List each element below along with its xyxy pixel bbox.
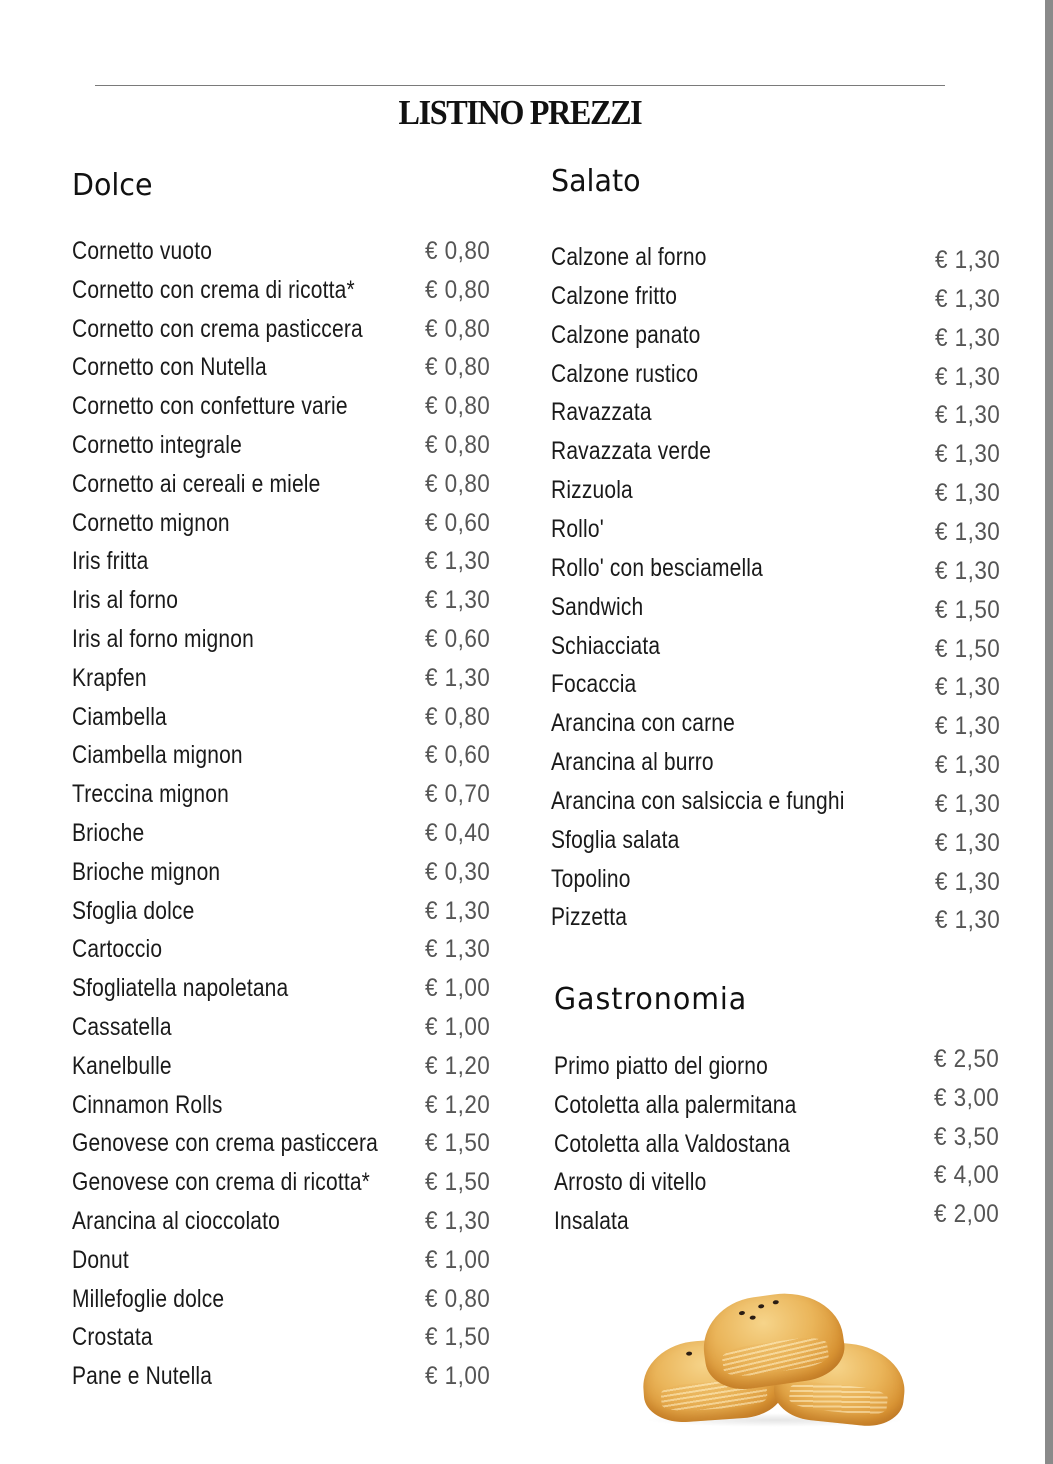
item-name: Sfogliatella napoletana: [72, 974, 289, 1003]
item-price: € 0,80: [425, 702, 491, 731]
item-price: € 0,80: [425, 275, 491, 304]
item-price: € 1,30: [935, 246, 1001, 274]
item-name: Cornetto con crema pasticcera: [72, 314, 363, 343]
item-price: € 1,50: [425, 1168, 491, 1197]
item-price: € 2,00: [934, 1200, 1000, 1228]
page-title: LISTINO PREZZI: [398, 93, 642, 132]
item-price: € 1,50: [425, 1323, 491, 1352]
item-name: Iris fritta: [72, 547, 149, 576]
item-name: Cornetto integrale: [72, 431, 242, 459]
item-name: Calzone panato: [551, 320, 701, 349]
item-name: Ciambella: [72, 702, 167, 731]
item-name: Cornetto con Nutella: [72, 353, 267, 382]
item-name: Ravazzata verde: [551, 437, 712, 466]
item-name: Calzone al forno: [551, 243, 707, 271]
item-price: € 1,30: [935, 323, 1001, 352]
item-price: € 0,80: [425, 237, 491, 265]
item-price: € 2,50: [934, 1045, 1000, 1073]
item-name: Arancina con carne: [551, 709, 735, 738]
item-name: Arrosto di vitello: [554, 1168, 707, 1197]
item-price: € 1,30: [935, 751, 1001, 780]
item-price: € 0,80: [425, 353, 491, 382]
item-name: Iris al forno: [72, 586, 179, 615]
item-price: € 1,30: [935, 556, 1001, 585]
item-price: € 0,30: [425, 857, 491, 886]
item-price: € 1,50: [425, 1129, 491, 1158]
item-name: Brioche mignon: [72, 857, 221, 886]
item-price: € 1,00: [425, 1362, 491, 1391]
item-price: € 0,70: [425, 780, 491, 809]
item-name: Treccina mignon: [72, 780, 229, 809]
item-price: € 1,30: [935, 867, 1001, 896]
item-name: Krapfen: [72, 663, 147, 692]
item-name: Pizzetta: [551, 903, 628, 932]
item-price: € 1,00: [425, 1013, 491, 1041]
item-price: € 1,30: [935, 789, 1001, 818]
item-price: € 1,20: [425, 1051, 491, 1080]
item-price: € 0,80: [425, 1284, 491, 1313]
item-price: € 1,30: [935, 673, 1001, 702]
item-name: Rollo' con besciamella: [551, 553, 763, 582]
item-name: Calzone rustico: [551, 359, 699, 388]
item-name: Rizzuola: [551, 476, 633, 505]
item-price: € 1,30: [935, 440, 1001, 469]
item-price: € 0,80: [425, 392, 491, 421]
item-price: € 1,30: [935, 284, 1001, 313]
item-price: € 0,60: [425, 741, 491, 770]
item-price: € 1,30: [935, 712, 1001, 741]
item-name: Focaccia: [551, 670, 637, 699]
item-name: Genovese con crema pasticcera: [72, 1129, 379, 1158]
item-price: € 1,30: [935, 401, 1001, 430]
item-name: Cornetto vuoto: [72, 237, 213, 265]
item-name: Cotoletta alla palermitana: [554, 1090, 797, 1119]
item-name: Cotoletta alla Valdostana: [554, 1129, 791, 1158]
item-name: Kanelbulle: [72, 1051, 172, 1080]
item-name: Rollo': [551, 514, 604, 543]
item-price: € 1,30: [425, 547, 491, 576]
item-price: € 1,30: [425, 663, 491, 692]
item-name: Cornetto con confetture varie: [72, 392, 348, 421]
item-name: Donut: [72, 1245, 129, 1274]
item-name: Insalata: [554, 1207, 629, 1235]
item-price: € 0,80: [425, 314, 491, 343]
item-price: € 1,30: [935, 479, 1001, 508]
item-name: Topolino: [551, 864, 631, 893]
item-name: Ciambella mignon: [72, 741, 243, 770]
item-name: Cornetto con crema di ricotta*: [72, 275, 355, 304]
item-price: € 1,30: [935, 906, 1001, 935]
item-price: € 0,60: [425, 508, 491, 537]
item-name: Genovese con crema di ricotta*: [72, 1168, 371, 1197]
item-name: Calzone fritto: [551, 281, 678, 310]
item-name: Pane e Nutella: [72, 1362, 213, 1391]
item-name: Cinnamon Rolls: [72, 1090, 223, 1119]
item-name: Cartoccio: [72, 935, 163, 964]
item-name: Primo piatto del giorno: [554, 1052, 768, 1080]
item-name: Cornetto mignon: [72, 508, 230, 537]
page-edge-strip: [1045, 0, 1053, 1464]
item-name: Cassatella: [72, 1013, 172, 1041]
item-price: € 0,80: [425, 469, 491, 498]
item-price: € 1,30: [425, 935, 491, 964]
item-name: Sfoglia salata: [551, 825, 680, 854]
item-price: € 0,60: [425, 625, 491, 653]
item-name: Arancina con salsiccia e funghi: [551, 786, 845, 815]
item-price: € 1,50: [935, 595, 1001, 624]
top-divider: [95, 85, 945, 86]
item-name: Cornetto ai cereali e miele: [72, 469, 321, 498]
item-name: Arancina al burro: [551, 748, 714, 777]
item-price: € 1,30: [425, 586, 491, 615]
item-price: € 1,00: [425, 974, 491, 1003]
item-name: Brioche: [72, 819, 145, 847]
item-name: Millefoglie dolce: [72, 1284, 225, 1313]
section-heading-dolce: Dolce: [72, 168, 153, 203]
section-heading-salato: Salato: [551, 164, 641, 199]
item-price: € 1,50: [935, 634, 1001, 663]
item-name: Crostata: [72, 1323, 153, 1352]
item-price: € 4,00: [934, 1161, 1000, 1190]
section-heading-gastronomia: Gastronomia: [554, 982, 748, 1017]
item-name: Arancina al cioccolato: [72, 1207, 280, 1235]
item-price: € 1,30: [935, 828, 1001, 857]
item-price: € 3,50: [934, 1122, 1000, 1151]
item-price: € 1,00: [425, 1245, 491, 1274]
item-name: Iris al forno mignon: [72, 625, 254, 653]
item-price: € 1,30: [425, 1207, 491, 1235]
item-price: € 0,40: [425, 819, 491, 847]
item-name: Schiacciata: [551, 631, 661, 660]
item-price: € 3,00: [934, 1083, 1000, 1112]
item-price: € 1,30: [935, 362, 1001, 391]
item-price: € 1,30: [425, 896, 491, 925]
item-price: € 1,30: [935, 517, 1001, 546]
item-price: € 0,80: [425, 431, 491, 459]
pastry-image: [635, 1285, 915, 1435]
item-price: € 1,20: [425, 1090, 491, 1119]
item-name: Sandwich: [551, 592, 644, 621]
item-name: Ravazzata: [551, 398, 652, 427]
item-name: Sfoglia dolce: [72, 896, 195, 925]
